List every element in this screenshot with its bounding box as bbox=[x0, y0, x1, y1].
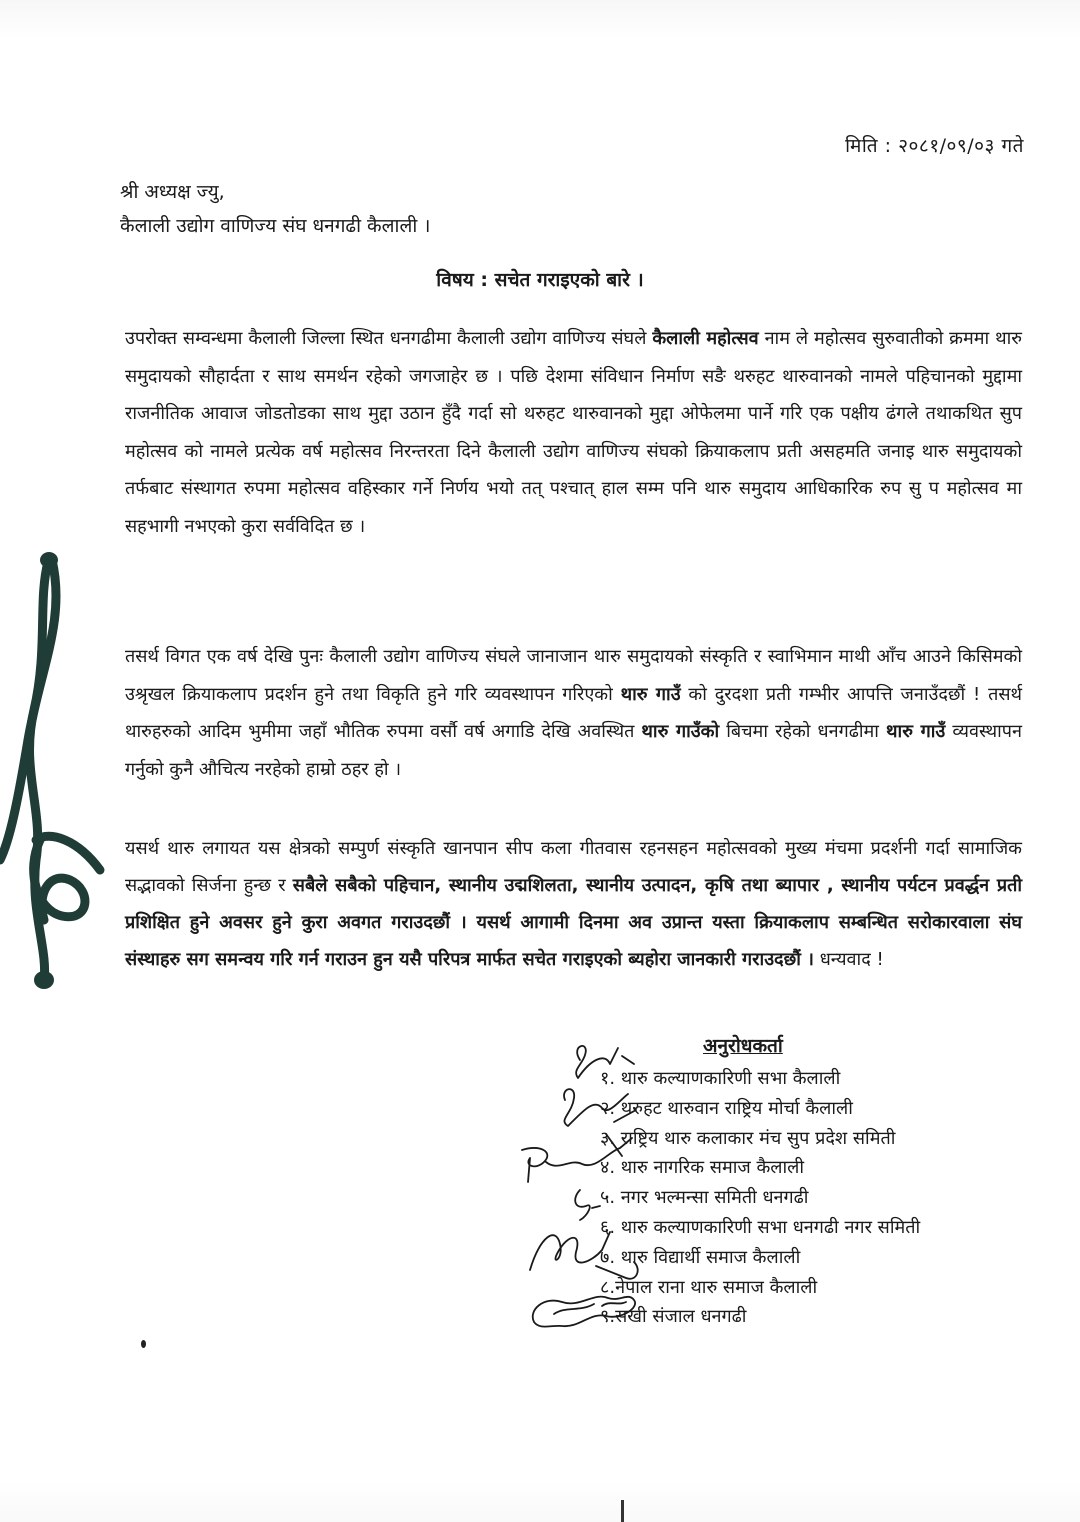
addressee-block bbox=[120, 175, 430, 243]
paragraph-2-bold-c: थारु गाउँ bbox=[886, 721, 946, 742]
paragraph-1-text-b: नाम ले महोत्सव सुरुवातीको क्रममा थारु समुदायको सौहार्दता र साथ समर्थन रहेको जगजाहेर छ । पछि देशमा संविधान निर्माण सङै थरुहट थारुवानको नामले पहिचानको मुद्दामा राजनीतिक आवाज जोडतोडका साथ मुद्दा उठान हुँदै गर्दा सो थरुहट थारुवानको मुद्दा ओफेलमा पार्ने गरि एक पक्षीय ढंगले तथाकथित सुप महोत्सव को नामले प्रत्येक वर्ष महोत्सव निरन्तरता दिने कैलाली उद्योग वाणिज्य संघको क्रियाकलाप प्रती असहमति जनाइ थारु समुदायको तर्फबाट संस्थागत रुपमा महोत्सव वहिस्कार गर्ने निर्णय भयो तत् पश्चात् हाल सम्म पनि थारु समुदाय आधिकारिक रुप सु प महोत्सव मा सहभागी नभएको कुरा सर्वविदित छ । bbox=[125, 328, 1022, 537]
paragraph-2-text-b: को दुरदशा प्रती गम्भीर आपत्ति जनाउँदछौं ! तसर्थ थारुहरुको आदिम भुमीमा जहाँ भौतिक रुपमा वर्सौ वर्ष अगाडि देखि अवस्थित bbox=[125, 683, 1022, 742]
letter-subject: विषय : सचेत गराइएको बारे । bbox=[436, 269, 644, 291]
paragraph-3-text-b: धन्यवाद ! bbox=[814, 949, 884, 970]
paragraph-1-text-a: उपरोक्त सम्वन्धमा कैलाली जिल्ला स्थित धनगढीमा कैलाली उद्योग वाणिज्य संघले bbox=[125, 328, 653, 349]
addressee-line-2: कैलाली उद्योग वाणिज्य संघ धनगढी कैलाली । bbox=[120, 215, 431, 237]
applicant-item: ५. नगर भल्मन्सा समिती धनगढी bbox=[600, 1187, 809, 1209]
paragraph-1-bold-a: कैलाली महोत्सव bbox=[652, 328, 759, 349]
binding-string bbox=[0, 540, 120, 1010]
paragraph-3 bbox=[125, 830, 1022, 978]
applicants-title: अनुरोधकर्ता bbox=[703, 1035, 783, 1057]
paragraph-3-text-a: यसर्थ थारु लगायत यस क्षेत्रको सम्पुर्ण संस्कृति खानपान सीप कला गीतवास रहनसहन महोत्सवको मुख्य मंचमा प्रदर्शनी गर्दा सामाजिक सद्भावको सिर्जना हुन्छ र bbox=[125, 838, 1022, 896]
applicant-item: ९.सखी संजाल धनगढी bbox=[600, 1306, 747, 1328]
paragraph-1 bbox=[125, 320, 1022, 545]
applicant-item: १. थारु कल्याणकारिणी सभा कैलाली bbox=[600, 1068, 841, 1089]
paragraph-2-text-c: बिचमा रहेको धनगढीमा bbox=[719, 721, 887, 742]
letter-date: मिति : २०८१/०९/०३ गते bbox=[845, 135, 1024, 157]
applicant-item: ३. राष्ट्रिय थारु कलाकार मंच सुप प्रदेश समिती bbox=[600, 1127, 896, 1149]
applicant-item: ६. थारु कल्याणकारिणी सभा धनगढी नगर समिती bbox=[600, 1216, 921, 1238]
paragraph-3-bold-a: सबैले सबैको पहिचान, स्थानीय उद्मशिलता, स्थानीय उत्पादन, कृषि तथा ब्यापार , स्थानीय पर्यटन प्रवर्द्धन प्रती प्रशिक्षित हुने अवसर हुने कुरा अवगत गराउदछौं । यसर्थ आगामी दिनमा अव उप्रान्त यस्ता क्रियाकलाप सम्बन्धित सरोकारवाला संघ संस्थाहरु सग समन्वय गरि गर्न गराउन हुन यसै परिपत्र मार्फत सचेत गराइएको ब्यहोरा जानकारी गराउदछौं । bbox=[125, 875, 1023, 970]
applicant-item: ७. थारु विद्यार्थी समाज कैलाली bbox=[600, 1246, 801, 1268]
paragraph-2-bold-b: थारु गाउँको bbox=[641, 721, 720, 742]
paragraph-2-text-a: तसर्थ विगत एक वर्ष देखि पुनः कैलाली उद्योग वाणिज्य संघले जानाजान थारु समुदायको संस्कृति र स्वाभिमान माथी आँच आउने किसिमको उश्रृखल क्रियाकलाप प्रदर्शन हुने तथा विकृति हुने गरि व्यवस्थापन गरिएको bbox=[125, 646, 1022, 705]
applicants-section bbox=[600, 1032, 1040, 1332]
paragraph-2-bold-a: थारु गाउँ bbox=[620, 683, 681, 705]
ink-dot bbox=[141, 1340, 146, 1348]
paragraph-2 bbox=[125, 638, 1022, 788]
applicant-item: २. थरुहट थारुवान राष्ट्रिय मोर्चा कैलाली bbox=[600, 1097, 853, 1119]
applicant-item: ८.नेपाल राना थारु समाज कैलाली bbox=[600, 1276, 818, 1298]
addressee-line-1: श्री अध्यक्ष ज्यु, bbox=[120, 181, 225, 203]
applicant-item: ४. थारु नागरिक समाज कैलाली bbox=[600, 1157, 805, 1179]
paragraph-2-text-d: व्यवस्थापन गर्नुको कुनै औचित्य नरहेको हाम्रो ठहर हो । bbox=[125, 721, 1022, 780]
page-mark bbox=[621, 1500, 624, 1522]
applicant-list bbox=[600, 1064, 1040, 1332]
